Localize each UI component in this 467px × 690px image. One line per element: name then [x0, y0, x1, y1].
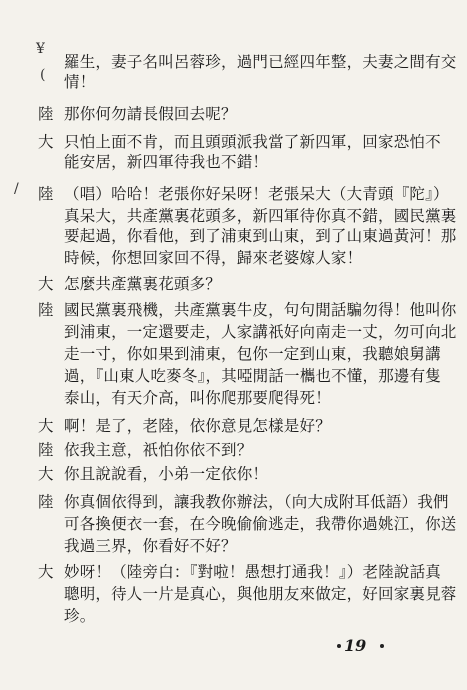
dialogue-line: 那你何勿請長假回去呢？: [64, 105, 237, 123]
dialogue-line: 可各換便衣一套，在今晚偷偷逃走，我帶你過姚江，你送: [64, 515, 457, 533]
dialogue-line: 只怕上面不肯，而且頭頭派我當了新四軍，回家恐怕不: [64, 133, 441, 151]
dialogue-line: 依我主意，祇怕你依不到？: [64, 441, 253, 459]
dialogue-line: 到浦東，一定還要走，人家講祇好向南走一丈，勿可向北: [64, 323, 457, 341]
page-number-dot-right: [380, 644, 384, 648]
dialogue-line: 泰山，有天介高，叫你爬那要爬得死！: [64, 389, 331, 407]
dialogue-line: 要起過，你看他，到了浦東到山東，到了山東過黃河！那: [64, 227, 457, 245]
dialogue-line: 過，『山東人吃麥冬』，其啞閒話一欈也不懂，那邊有隻: [64, 367, 442, 385]
dialogue-line: 怎麼共產黨裏花頭多？: [64, 275, 222, 293]
dialogue-line: 我過三界，你看好不好？: [64, 537, 237, 555]
speaker-label: 大: [38, 417, 54, 435]
dialogue-line: 聰明，待人一片是真心，與他朋友來做定，好回家裏見蓉: [64, 585, 457, 603]
dialogue-line: 時候，你想回家回不得，歸來老婆嫁人家！: [64, 249, 363, 267]
speaker-label: 大: [38, 275, 54, 293]
dialogue-line: 情！: [64, 73, 96, 91]
dialogue-line: 你且說說看，小弟一定依你！: [64, 465, 269, 483]
dialogue-line: 國民黨裏飛機，共產黨裏牛皮，句句閒話騙勿得！他叫你: [64, 301, 457, 319]
margin-mark-2: (: [40, 67, 46, 83]
dialogue-line: 能安居，新四軍待我也不錯！: [64, 153, 269, 171]
dialogue-line: 珍。: [64, 607, 96, 625]
speaker-label: 陸: [38, 493, 54, 511]
document-page: ¥ ( / 羅生，妻子名叫呂蓉珍，過門已經四年整，夫妻之間有交 情！ 陸 那你何勿請長假回去呢？ 大 只怕上面不肯，而且頭頭派我當了新四軍，回家恐怕不 能安居，新四軍待我也不錯！ 陸 （唱）哈哈！老張你好呆呀！老張呆大（大青頭『陀』） 真呆大，共產黨裏花頭多，新四軍待你真不錯，國民黨裏 要起過，你看他，到了浦東到山東，到了山東過黃河！那 時候，你想回家回不得，歸來老婆嫁人家！ 大 怎麼共產黨裏花頭多？ 陸 國民黨裏飛機，共產黨裏牛皮，句句閒話騙勿得！他叫你 到浦東，一定還要走，人家講祇好向南走一丈，勿可向北 走一寸，你如果到浦東，包你一定到山東，我聽娘舅講 過，『山東人吃麥冬』，其啞閒話一欈也不懂，那邊有隻 泰山，有天介高，叫你爬那要爬得死！ 大 啊！是了，老陸，依你意見怎樣是好？ 陸 依我主意，祇怕你依不到？ 大 你且說說看，小弟一定依你！ 陸 你真個依得到，讓我教你辦法，（向大成附耳低語）我們 可各換便衣一套，在今晚偷偷逃走，我帶你過姚江，你送 我過三界，你看好不好？ 大 妙呀！（陸旁白：『對啦！愚想打通我！』）老陸說話真 聰明，待人一片是真心，與他朋友來做定，好回家裏見蓉 珍。 19: [14, 41, 457, 655]
dialogue-line: 啊！是了，老陸，依你意見怎樣是好？: [64, 417, 331, 435]
dialogue-line: 你真個依得到，讓我教你辦法，（向大成附耳低語）我們: [64, 493, 449, 511]
dialogue-line: 妙呀！（陸旁白：『對啦！愚想打通我！』）老陸說話真: [64, 563, 442, 581]
dialogue-line: 真呆大，共產黨裏花頭多，新四軍待你真不錯，國民黨裏: [64, 207, 457, 225]
page-number-dot-left: [337, 644, 341, 648]
speaker-label: 大: [38, 133, 54, 151]
speaker-label: 大: [38, 465, 54, 483]
dialogue-line: 羅生，妻子名叫呂蓉珍，過門已經四年整，夫妻之間有交: [64, 53, 457, 71]
speaker-label: 陸: [38, 105, 54, 123]
margin-mark-3: /: [14, 181, 19, 197]
margin-mark-1: ¥: [36, 41, 45, 57]
dialogue-line: （唱）哈哈！老張你好呆呀！老張呆大（大青頭『陀』）: [64, 185, 449, 203]
speaker-label: 陸: [38, 301, 54, 319]
dialogue-line: 走一寸，你如果到浦東，包你一定到山東，我聽娘舅講: [64, 345, 441, 363]
speaker-label: 陸: [38, 441, 54, 459]
speaker-label: 陸: [38, 185, 54, 203]
speaker-label: 大: [38, 563, 54, 581]
